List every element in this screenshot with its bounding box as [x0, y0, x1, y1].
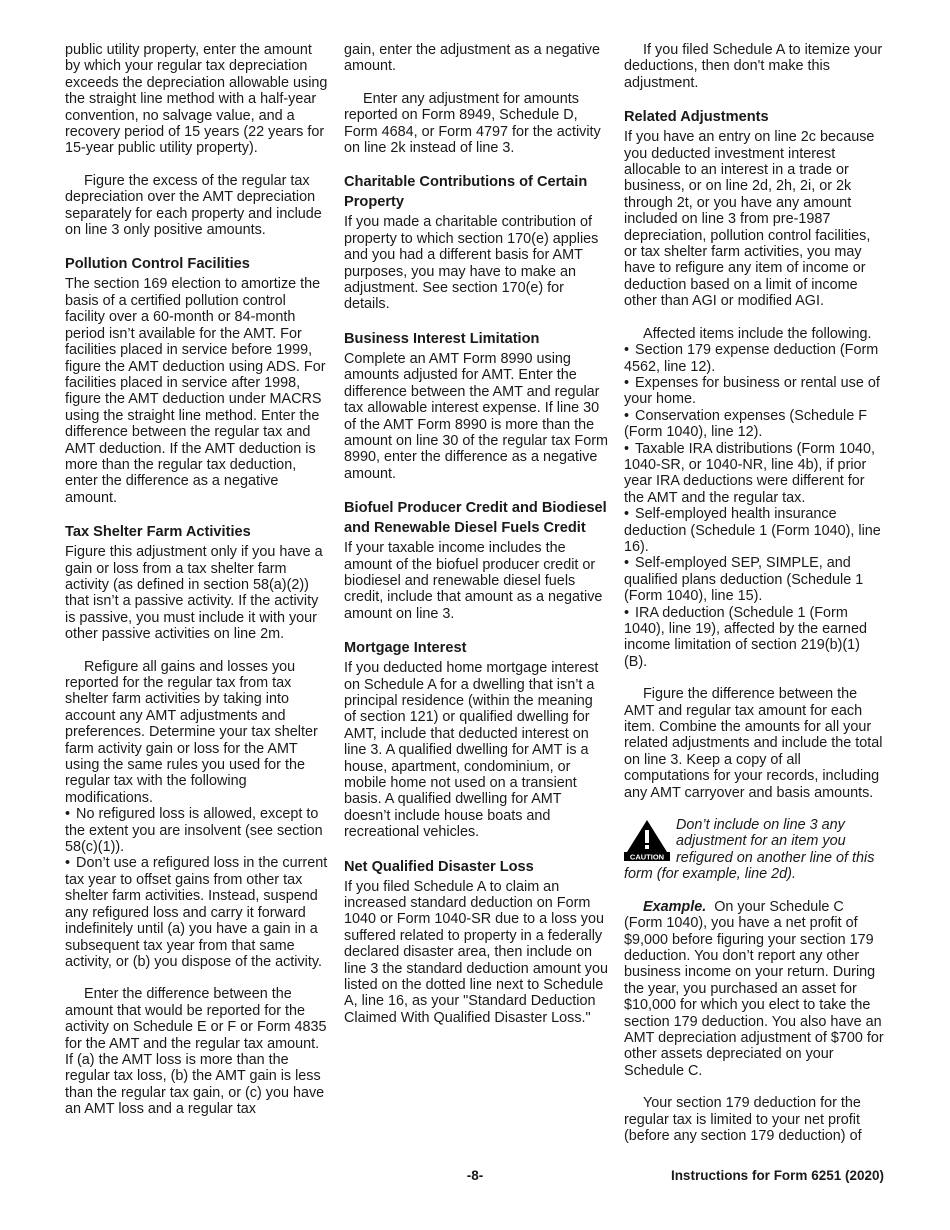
section-heading: Related Adjustments: [624, 109, 769, 126]
list-item: • Self-employed health insurance deduction (Schedule 1 (Form 1040), line 16).: [624, 506, 886, 555]
section-heading: Tax Shelter Farm Activities: [65, 524, 251, 541]
paragraph: Figure the difference between the AMT and regular tax amount for each item. Combine the amounts for all your related adjustments and include the total on line 3. Keep a copy of all computations for your records, including any AMT carryover and basis amounts.: [624, 686, 883, 801]
page-number: -8-: [466, 1168, 484, 1183]
list-item: • No refigured loss is allowed, except to the extent you are insolvent (see section 58(c)(1)).: [65, 806, 329, 855]
paragraph: The section 169 election to amortize the basis of a certified pollution control facility over a 60-month or 84-month period isn’t available for the AMT. For facilities placed in service before 1999, figure the AMT deduction using ADS. For facilities placed in service after 1998, figure the AMT deduction under MACRS using the straight line method. Enter the difference between the regular tax and AMT deduction. If the AMT deduction is more than the regular tax deduction, enter the difference as a negative amount.: [65, 276, 326, 506]
example-paragraph: [624, 899, 886, 1079]
column-right: [624, 42, 886, 1160]
paragraph: Figure this adjustment only if you have a gain or loss from a tax shelter farm activity (as defined in section 58(a)(2)) that isn’t a passive activity. If the activity is passive, you must include it with your other passive activities on line 2m.: [65, 544, 323, 643]
paragraph: If you deducted home mortgage interest on Schedule A for a dwelling that isn’t a principal residence (within the meaning of section 121) or qualified dwelling for AMT, include that deducted interest on line 3. A qualified dwelling for AMT is a house, apartment, condominium, or mobile home not used on a transient basis. A qualified dwelling for AMT doesn’t include house boats and recreational vehicles.: [344, 660, 599, 841]
caution-text: Don’t include on line 3 any adjustment for an item you refigured on another line of this form (for example, line 2d).: [624, 817, 875, 883]
paragraph: If you filed Schedule A to itemize your deductions, then don't make this adjustment.: [624, 42, 883, 91]
section-heading: Mortgage Interest: [344, 640, 467, 657]
list-item: • Conservation expenses (Schedule F (Form 1040), line 12).: [624, 408, 886, 441]
paragraph: Complete an AMT Form 8990 using amounts adjusted for AMT. Enter the difference between the AMT and regular tax allowable interest expense. If line 30 of the AMT Form 8990 is more than the amount on line 30 of the regular tax Form 8990, enter the difference as a negative amount.: [344, 350, 608, 482]
column-middle: [344, 42, 608, 1042]
form-title: Instructions for Form 6251 (2020): [670, 1168, 884, 1183]
paragraph: Enter the difference between the amount that would be reported for the activity on Schedule E or F or Form 4835 for the AMT and the regular tax amount. If (a) the AMT loss is more than the regular tax loss, (b) the AMT gain is less than the regular tax gain, or (c) you have an AMT loss and a regular tax: [65, 986, 327, 1118]
paragraph: If you filed Schedule A to claim an increased standard deduction on Form 1040 or Form 1040-SR due to a loss you suffered related to property in a federally declared disaster area, then include on line 3 the standard deduction amount you listed on the dotted line next to Schedule A, line 16, as your "Standard Deduction Claimed With Qualified Disaster Loss.": [344, 878, 609, 1026]
paragraph: Enter any adjustment for amounts reported on Form 8949, Schedule D, Form 4684, or Form 4797 for the activity on line 2k instead of line 3.: [344, 90, 601, 157]
paragraph: If you made a charitable contribution of property to which section 170(e) applies and you had a different basis for AMT purposes, you may have to make an adjustment. See section 170(e) for details.: [344, 214, 599, 313]
caution-label: CAUTION: [629, 852, 665, 862]
paragraph: If your taxable income includes the amount of the biofuel producer credit or biodiesel and renewable diesel fuels credit, include that amount as a negative amount on line 3.: [344, 540, 603, 622]
example-text: On your Schedule C (Form 1040), you have a net profit of $9,000 before figuring your section 179 deduction. You don’t report any other business income on your return. During the year, you purchased an asset for $10,000 for which you elect to take the section 179 deduction. You also have an AMT depreciation adjustment of $700 for other assets depreciated on your Schedule C.: [624, 898, 884, 1079]
paragraph: Your section 179 deduction for the regular tax is limited to your net profit (before any section 179 deduction) of: [624, 1095, 862, 1144]
bullet-list: [65, 806, 329, 970]
list-item: • Taxable IRA distributions (Form 1040, 1040-SR, or 1040-NR, line 4b), if prior year IRA deductions were different for the AMT and the regular tax.: [624, 441, 886, 507]
paragraph: If you have an entry on line 2c because you deducted investment interest allocable to an interest in a trade or business, or on line 2d, 2h, 2i, or 2k through 2t, or you have any amount included on line 3 from pre-1987 depreciation, pollution control facilities, or tax shelter farm activities, you may have to refigure any item of income or deduction based on a limit of income other than AGI or modified AGI.: [624, 129, 875, 310]
paragraph: public utility property, enter the amount by which your regular tax depreciation exceeds the depreciation allowable using the straight line method with a half-year convention, no salvage value, and a recovery period of 15 years (22 years for 15-year public utility property).: [65, 42, 328, 157]
section-heading: Charitable Contributions of Certain Property: [344, 174, 588, 211]
caution-note: [624, 817, 886, 883]
section-heading: Business Interest Limitation: [344, 330, 540, 347]
paragraph: Refigure all gains and losses you reported for the regular tax from tax shelter farm activities by taking into account any AMT adjustments and preferences. Determine your tax shelter farm activity gain or loss for the AMT using the same rules you used for the regular tax with the following modifications.: [65, 658, 318, 806]
paragraph: gain, enter the adjustment as a negative amount.: [344, 42, 601, 75]
section-heading: Pollution Control Facilities: [65, 256, 250, 273]
section-heading: Biofuel Producer Credit and Biodiesel and Renewable Diesel Fuels Credit: [344, 500, 607, 537]
example-label: Example.: [643, 898, 707, 915]
section-heading: Net Qualified Disaster Loss: [344, 858, 534, 875]
caution-icon: [624, 819, 670, 861]
list-item: • Section 179 expense deduction (Form 4562, line 12).: [624, 342, 886, 375]
column-left: [65, 42, 329, 1134]
list-item: • Self-employed SEP, SIMPLE, and qualified plans deduction (Schedule 1 (Form 1040), line 15).: [624, 555, 886, 604]
paragraph: Affected items include the following.: [643, 325, 872, 342]
paragraph: Figure the excess of the regular tax depreciation over the AMT depreciation separately for each property and include on line 3 only positive amounts.: [65, 172, 322, 239]
list-item: • Expenses for business or rental use of your home.: [624, 375, 886, 408]
list-item: • Don’t use a refigured loss in the current tax year to offset gains from other tax shelter farm activities. Instead, suspend any refigured loss and carry it forward indefinitely until (a) you have a gain in a subsequent tax year from that same activity, or (b) you dispose of the activity.: [65, 855, 329, 970]
list-item: • IRA deduction (Schedule 1 (Form 1040), line 19), affected by the earned income limitation of section 219(b)(1) (B).: [624, 605, 886, 671]
bullet-list: [624, 342, 886, 670]
